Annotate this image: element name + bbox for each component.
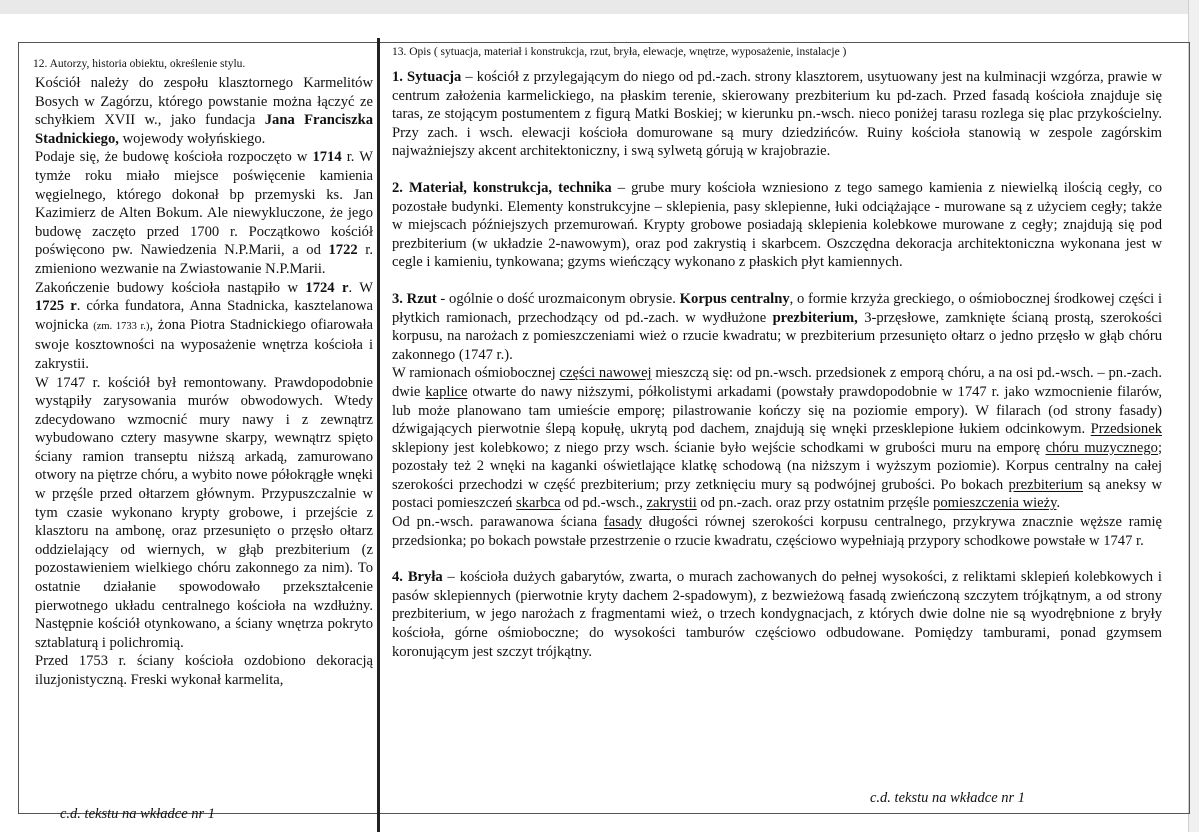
term: skarbca (516, 495, 561, 512)
text: od pn.-zach. oraz przy ostatnim przęśle (696, 495, 934, 512)
left-paragraph-5: Przed 1753 r. ściany kościoła ozdobiono dekoracją iluzjonistyczną. Freski wykonał karmelita, (35, 653, 373, 688)
scan-edge-top (0, 0, 1199, 14)
right-section-header: 13. Opis ( sytuacja, materiał i konstrukcja, rzut, bryła, elewacje, wnętrze, wyposażenie, instalacje ) (392, 46, 847, 58)
section-heading: 1. Sytuacja (392, 69, 462, 85)
text: - ogólnie o dość urozmaiconym obrysie. (436, 290, 680, 307)
text: otwarte do nawy niższymi, półkolistymi arkadami (powstały prawdopodobnie w 1747 r. jako wzmocnienie filarów, lub może planowano tam umieście emporę; pilastrowanie kończy się na poziomie empory). W filarach (od strony fasady) dźwigających pierwotnie ślepą kopułę, ukrytą pod dachem, znajdują się wnęki przesklepione łukiem odcinkowym. (392, 383, 1162, 438)
term: zakrystii (646, 495, 697, 512)
section-plan (392, 290, 1162, 364)
section-plan-paragraph-3 (392, 513, 1162, 550)
year: 1722 (328, 242, 358, 259)
section-heading: 2. Materiał, konstrukcja, technika (392, 179, 612, 196)
right-column (392, 46, 1162, 661)
term: pomieszczenia wieży (933, 495, 1057, 512)
term: kaplice (425, 383, 468, 400)
text: Od pn.-wsch. parawanowa ściana (392, 514, 604, 531)
text: wojewody wołyńskiego. (118, 130, 266, 147)
term: Przedsionek (1090, 421, 1162, 438)
year: 1714 (312, 149, 342, 166)
section-plan-paragraph-2 (392, 364, 1162, 513)
continued-note-right: c.d. tekstu na wkładce nr 1 (870, 790, 1026, 806)
text: r. W tymże roku miało miejsce poświęcenie kamienia węgielnego, którego dokonał bp przemyski ks. Jan Kazimierz de Alten Bokum. Ale niewykluczone, że jego budowę zaczęto przed 1700 r. Początkowo kościół poświęcono pw. Nawiedzenia N.P.Marii, a od (35, 149, 374, 259)
text: 3-przęsłowe, zamknięte ścianą prostą, szerokości korpusu, na narożach z pomieszczeniami wież o rzucie kwadratu; w prezbiterium przesunięto ołtarz o jedno przęsło w głąb chóru zakonnego (1747 r.). (392, 309, 1162, 363)
death-note: (zm. 1733 r.) (93, 320, 150, 332)
text: r. zmieniono wezwanie na Zwiastowanie N.P.Marii. (35, 242, 373, 277)
text: sklepiony jest kolebkowo; z niego przy wsch. ścianie było wejście schodkami w grubości muru na emporę (392, 439, 1046, 456)
left-paragraph-3 (35, 279, 373, 374)
text: Kościół należy do zespołu klasztornego Karmelitów Bosych w Zagórzu, którego powstanie można łączyć ze schyłkiem XVII w., jako fundacja (35, 75, 373, 129)
section-heading: 3. Rzut (392, 290, 437, 307)
term: chóru muzycznego (1045, 439, 1158, 456)
section-heading: 4. Bryła (392, 569, 443, 586)
text: W ramionach ośmiobocznej (392, 365, 560, 382)
text: – kościół z przylegającym do niego od pd.-zach. strony klasztorem, usytuowany jest na kulminacji wzgórza, prawie w centrum założenia karmelickiego, na płaskim terenie, skierowany prezbiterium ku pd-zach. Przed fasadą kościoła znajduje się taras, ze stojącym postumentem z figurą Matki Boskiej; w kierunku pn.-wsch. nieco poniżej tarasu rozlega się plac przykościelny. Przy zach. i wsch. elewacji kościoła domurowane są mury dziedzińców. Ruiny kościoła stanowią w zespole zagórskim najważniejszy akcent architektoniczny, i swą sylwetą górują w krajobrazie. (392, 69, 1162, 160)
term: części nawowej (559, 365, 652, 382)
text: mieszczą się: od pn.-wsch. przedsionek z emporą chóru, a na osi pd.-wsch. – pn.-zach. dwie (392, 365, 1162, 400)
text: Podaje się, że budowę kościoła rozpoczęto w (35, 149, 313, 166)
continued-note-left: c.d. tekstu na wkładce nr 1 (60, 806, 216, 822)
term: prezbiterium (1008, 476, 1084, 493)
section-material (392, 179, 1162, 272)
text: ; pozostały też 2 wnęki na kaganki oświetlające klatkę schodową (na niższym i wyższym poziomie). Korpus centralny na całej szerokości przechodzi w część prezbiterium; przy zetknięciu mury są podwójnej grubości. Po bokach (392, 439, 1163, 493)
left-column (35, 58, 373, 690)
term: prezbiterium, (772, 309, 858, 326)
section-situation (392, 68, 1162, 161)
text: . (1056, 495, 1061, 512)
left-paragraph-2 (35, 148, 373, 278)
text: – grube mury kościoła wzniesiono z tego samego kamienia z niewielką ilością cegły, co pozostałe budynki. Elementy konstrukcyjne – sklepienia, pasy sklepienne, łuki odciążające - murowane są z użyciem cegły; także w miejscach późniejszych przemurowań. Krypty grobowe posiadają sklepienia kolebkowe murowane z cegły; znajdują się pod prezbiterium (w układzie 2-nawowym), oraz pod zakrystią i skarbcem. Oszczędna dekoracja architektoniczna wykonana jest w cegle i kamieniu, tynkowana; gzyms wieńczący wykonano z płaskich płyt kamiennych. (392, 179, 1162, 271)
column-divider (377, 38, 380, 832)
text: Zakończenie budowy kościoła nastąpiło w (35, 279, 306, 296)
founder-name: Jana Franciszka Stadnickiego, (35, 112, 374, 147)
text: – kościoła dużych gabarytów, zwarta, o murach zachowanych do pełnej wysokości, z reliktami sklepień kolebkowych i pasów sklepiennych (pierwotnie kryty dachem 2-spadowym), z bezwieżową fasadą zwieńczoną szczytem trójkątnym, a od strony prezbiterium, w jego narożach z fragmentami wież, o trzech kondygnacjach, z których dwie dolne nie są wyodrębnione z bryły kościoła, górne ośmioboczne; do wysokości tamburów częściowo odbudowane. Pomiędzy tamburami, ponad gzymsem koronującym jest szczyt trójkątny. (392, 569, 1162, 660)
term: fasady (603, 514, 642, 531)
text: od pd.-wsch., (560, 495, 647, 512)
left-paragraph-4: W 1747 r. kościół był remontowany. Prawdopodobnie wystąpiły zarysowania murów obwodowych. Wtedy zdecydowano wzmocnić mury nawy i z zewnątrz wybudowano cztery masywne skarpy, wewnątrz spięto ściany ramion transeptu niższą arkadą, zamurowano otwory na piętrze chóru, a wybito nowe półokrągłe wnęki w przęśle przed ołtarzem głównym. Przypuszczalnie w tym czasie wykonano krypty grobowe, i przejście z klasztoru na ambonę, oraz przesunięto o przęsło ołtarz oddzielający od wiernych, w głąb prezbiterium (z pozostawieniem wielkiego chóru zakonnego za nim). To ostatnie działanie spowodowało przekształcenie pierwotnego układu centralnego kościoła na wzdłużny. Następnie kościół otynkowano, a ściany wnętrza pokryto sztablaturą i polichromią. (35, 374, 373, 651)
text: , żona Piotra Stadnickiego ofiarowała swoje kosztowności na wyposażenie wnętrza kościoła i zakrystii. (35, 316, 373, 372)
text: są aneksy w postaci pomieszczeń (392, 476, 1162, 512)
text: . W (348, 279, 374, 296)
year: 1725 r (35, 298, 77, 315)
text: . córka fundatora, Anna Stadnicka, kasztelanowa wojnicka (35, 298, 373, 333)
term: Korpus centralny (679, 290, 790, 307)
year: 1724 r (305, 279, 349, 296)
left-section-header: 12. Autorzy, historia obiektu, określenie stylu. (33, 58, 246, 70)
left-paragraph-1 (35, 74, 373, 148)
section-massing (392, 568, 1162, 661)
text: długości równej szerokości korpusu centralnego, przykrywa znacznie węższe ramię przedsionka; po bokach powstałe przestrzenie o rzucie kwadratu, częściowo wypełniają przypory schodkowe powstałe w 1747 r. (392, 514, 1163, 549)
text: , o formie krzyża greckiego, o ośmiobocznej środkowej części i płytkich ramionach, przechodzący od pd.-zach. w wydłużone (392, 290, 1163, 326)
